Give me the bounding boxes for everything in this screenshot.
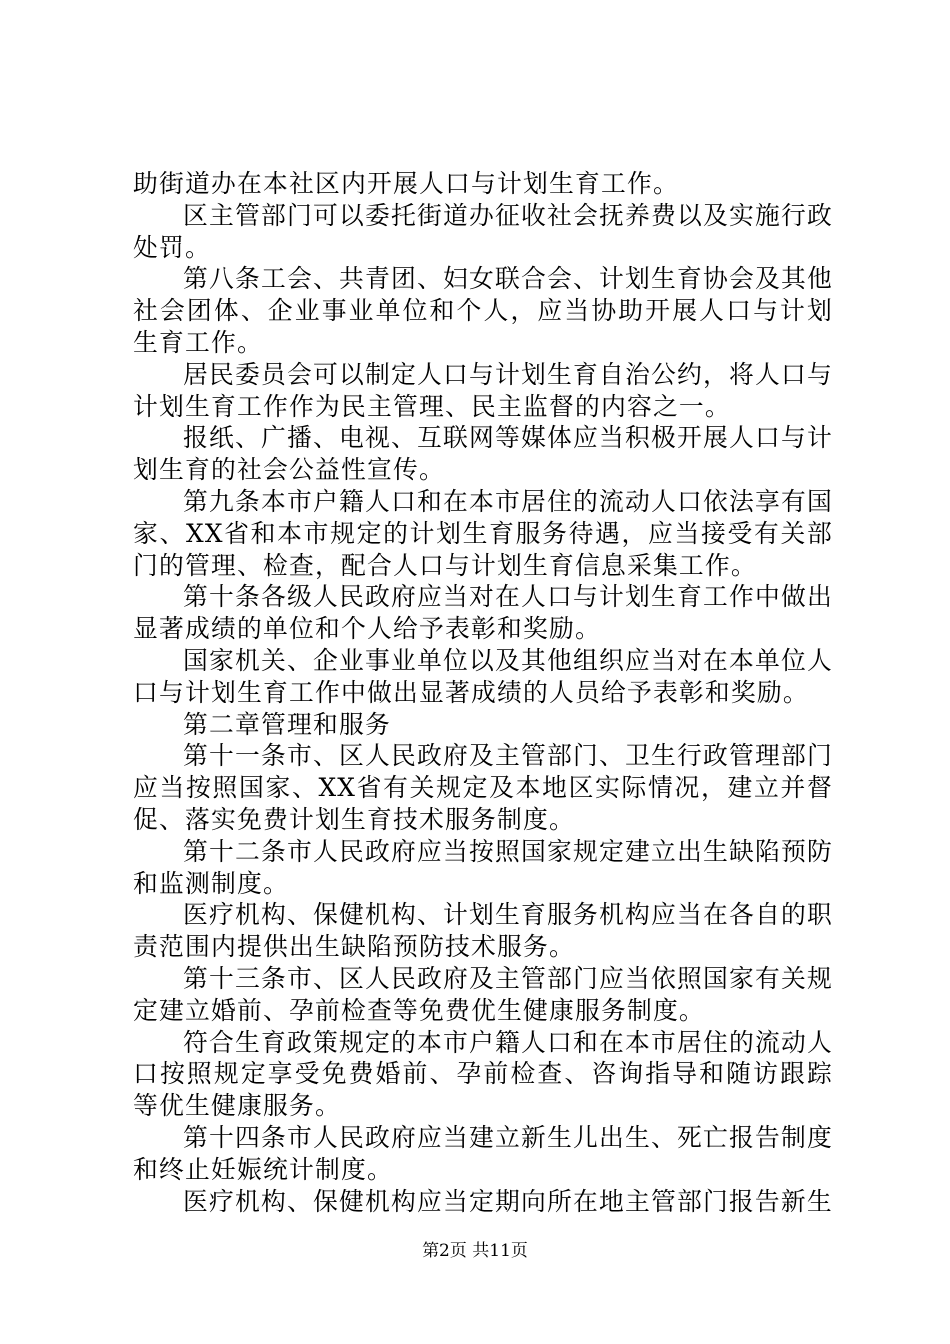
paragraph-15: 第十四条市人民政府应当建立新生儿出生、死亡报告制度和终止妊娠统计制度。: [133, 1122, 833, 1184]
paragraph-2: 区主管部门可以委托街道办征收社会抚养费以及实施行政处罚。: [133, 200, 833, 262]
document-body: [133, 168, 833, 1217]
paragraph-8: 国家机关、企业事业单位以及其他组织应当对在本单位人口与计划生育工作中做出显著成绩的人员给予表彰和奖励。: [133, 645, 833, 707]
paragraph-7: 第十条各级人民政府应当对在人口与计划生育工作中做出显著成绩的单位和个人给予表彰和奖励。: [133, 582, 833, 644]
paragraph-13: 第十三条市、区人民政府及主管部门应当依照国家有关规定建立婚前、孕前检查等免费优生健康服务制度。: [133, 963, 833, 1025]
paragraph-5: 报纸、广播、电视、互联网等媒体应当积极开展人口与计划生育的社会公益性宣传。: [133, 423, 833, 485]
paragraph-10: 第十一条市、区人民政府及主管部门、卫生行政管理部门应当按照国家、XX省有关规定及本地区实际情况，建立并督促、落实免费计划生育技术服务制度。: [133, 741, 833, 834]
paragraph-4: 居民委员会可以制定人口与计划生育自治公约，将人口与计划生育工作作为民主管理、民主监督的内容之一。: [133, 359, 833, 421]
paragraph-3: 第八条工会、共青团、妇女联合会、计划生育协会及其他社会团体、企业事业单位和个人，应当协助开展人口与计划生育工作。: [133, 264, 833, 357]
paragraph-12: 医疗机构、保健机构、计划生育服务机构应当在各自的职责范围内提供出生缺陷预防技术服务。: [133, 900, 833, 962]
paragraph-1: 助街道办在本社区内开展人口与计划生育工作。: [133, 169, 679, 198]
paragraph-16: 医疗机构、保健机构应当定期向所在地主管部门报告新生: [183, 1186, 833, 1216]
paragraph-11: 第十二条市人民政府应当按照国家规定建立出生缺陷预防和监测制度。: [133, 836, 833, 898]
page-number-footer: 第2页 共11页: [422, 1241, 528, 1261]
chapter-heading: 第二章管理和服务: [183, 709, 391, 739]
paragraph-6: 第九条本市户籍人口和在本市居住的流动人口依法享有国家、XX省和本市规定的计划生育服务待遇，应当接受有关部门的管理、检查，配合人口与计划生育信息采集工作。: [133, 486, 833, 580]
paragraph-14: 符合生育政策规定的本市户籍人口和在本市居住的流动人口按照规定享受免费婚前、孕前检查、咨询指导和随访跟踪等优生健康服务。: [133, 1027, 833, 1121]
